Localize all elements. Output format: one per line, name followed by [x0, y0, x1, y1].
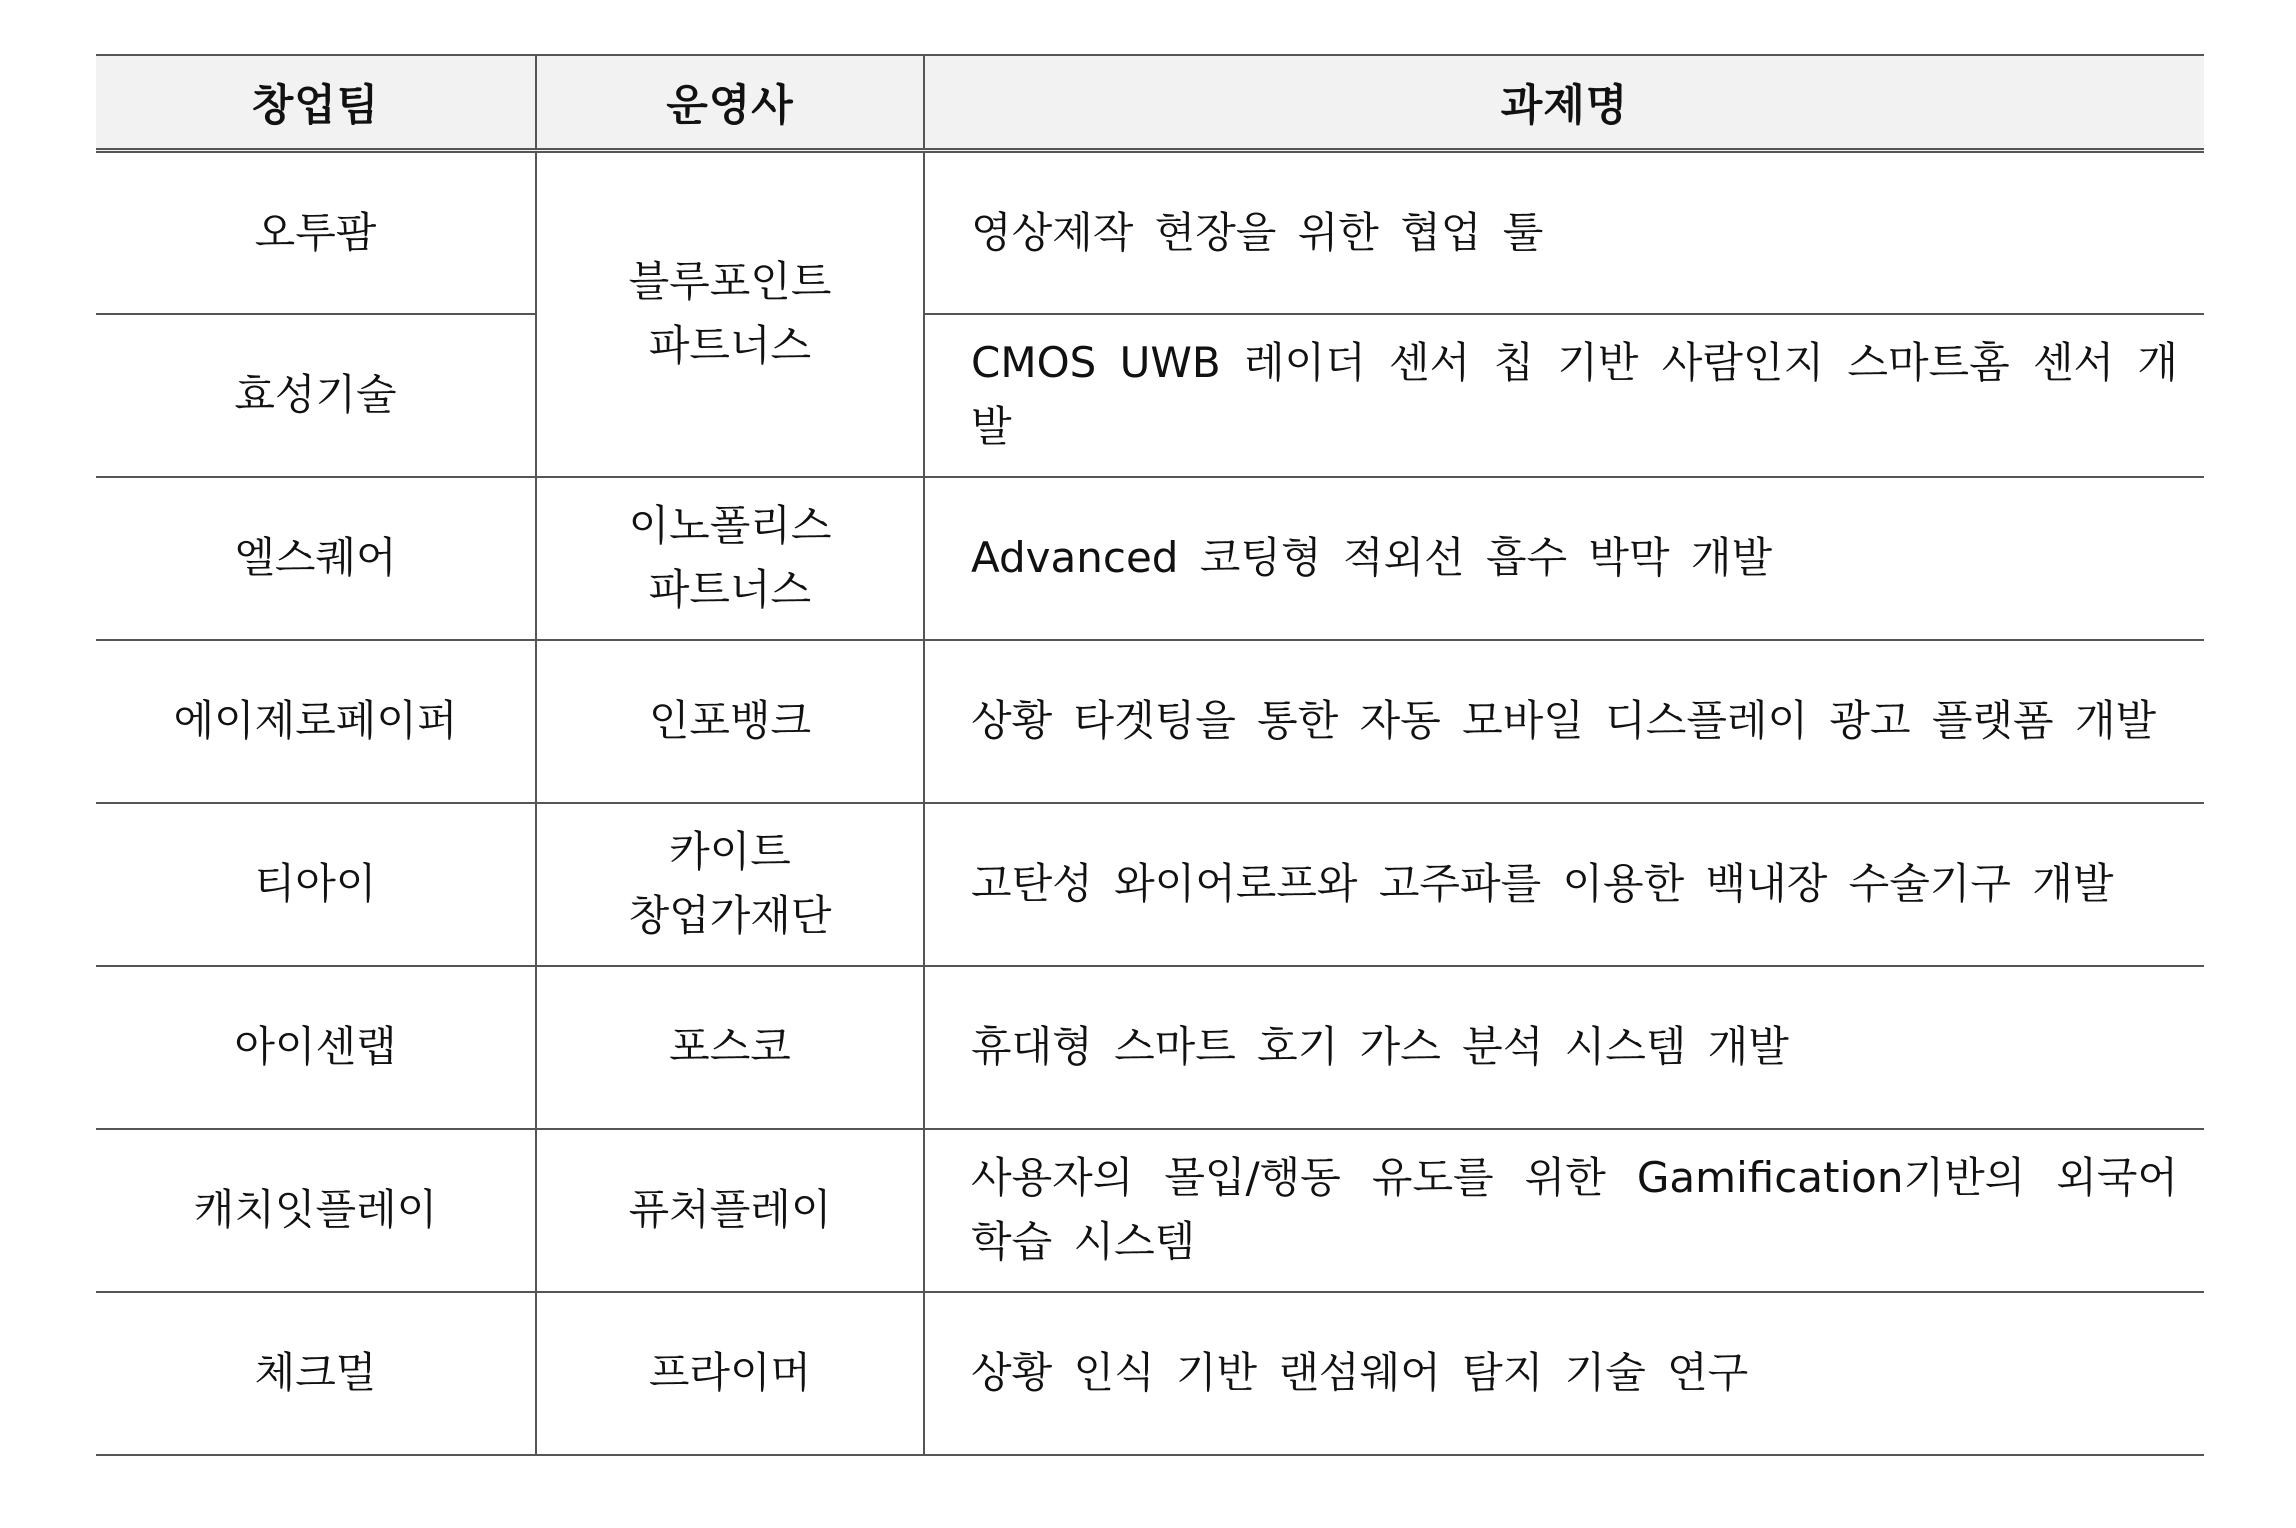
task-cell: CMOS UWB 레이더 센서 칩 기반 사람인지 스마트홈 센서 개발 [924, 314, 2204, 477]
task-cell: 상황 타겟팅을 통한 자동 모바일 디스플레이 광고 플랫폼 개발 [924, 640, 2204, 803]
operator-cell: 인포뱅크 [536, 640, 924, 803]
operator-cell [536, 803, 924, 966]
operator-line: 블루포인트 [628, 257, 832, 307]
operator-cell-merged [536, 151, 924, 477]
operator-cell: 포스코 [536, 966, 924, 1129]
operator-cell [536, 477, 924, 640]
header-row [96, 55, 2204, 151]
table-row [96, 151, 2204, 314]
task-cell: Advanced 코팅형 적외선 흡수 박막 개발 [924, 477, 2204, 640]
table-row [96, 640, 2204, 803]
task-cell: 사용자의 몰입/행동 유도를 위한 Gamification기반의 외국어 학습 시스템 [924, 1129, 2204, 1292]
task-cell: 영상제작 현장을 위한 협업 툴 [924, 151, 2204, 314]
table-row [96, 803, 2204, 966]
operator-cell: 프라이머 [536, 1292, 924, 1455]
team-cell: 캐치잇플레이 [96, 1129, 536, 1292]
team-cell: 효성기술 [96, 314, 536, 477]
operator-line: 파트너스 [648, 565, 812, 614]
table-row [96, 314, 2204, 477]
team-cell: 아이센랩 [96, 966, 536, 1129]
table-row [96, 1129, 2204, 1292]
operator-line: 파트너스 [648, 321, 812, 371]
task-cell: 상황 인식 기반 랜섬웨어 탐지 기술 연구 [924, 1292, 2204, 1455]
team-cell: 에이제로페이퍼 [96, 640, 536, 803]
operator-line: 창업가재단 [628, 891, 832, 940]
header-team: 창업팀 [96, 55, 536, 151]
team-cell: 체크멀 [96, 1292, 536, 1455]
table-row [96, 966, 2204, 1129]
operator-line: 이노폴리스 [628, 501, 832, 550]
task-cell: 휴대형 스마트 호기 가스 분석 시스템 개발 [924, 966, 2204, 1129]
team-cell: 엘스퀘어 [96, 477, 536, 640]
operator-cell: 퓨처플레이 [536, 1129, 924, 1292]
task-cell: 고탄성 와이어로프와 고주파를 이용한 백내장 수술기구 개발 [924, 803, 2204, 966]
team-cell: 티아이 [96, 803, 536, 966]
table-row [96, 1292, 2204, 1455]
team-cell: 오투팜 [96, 151, 536, 314]
header-operator: 운영사 [536, 55, 924, 151]
header-task: 과제명 [924, 55, 2204, 151]
operator-line: 카이트 [669, 827, 791, 876]
table-row [96, 477, 2204, 640]
startup-task-table [96, 54, 2204, 1456]
